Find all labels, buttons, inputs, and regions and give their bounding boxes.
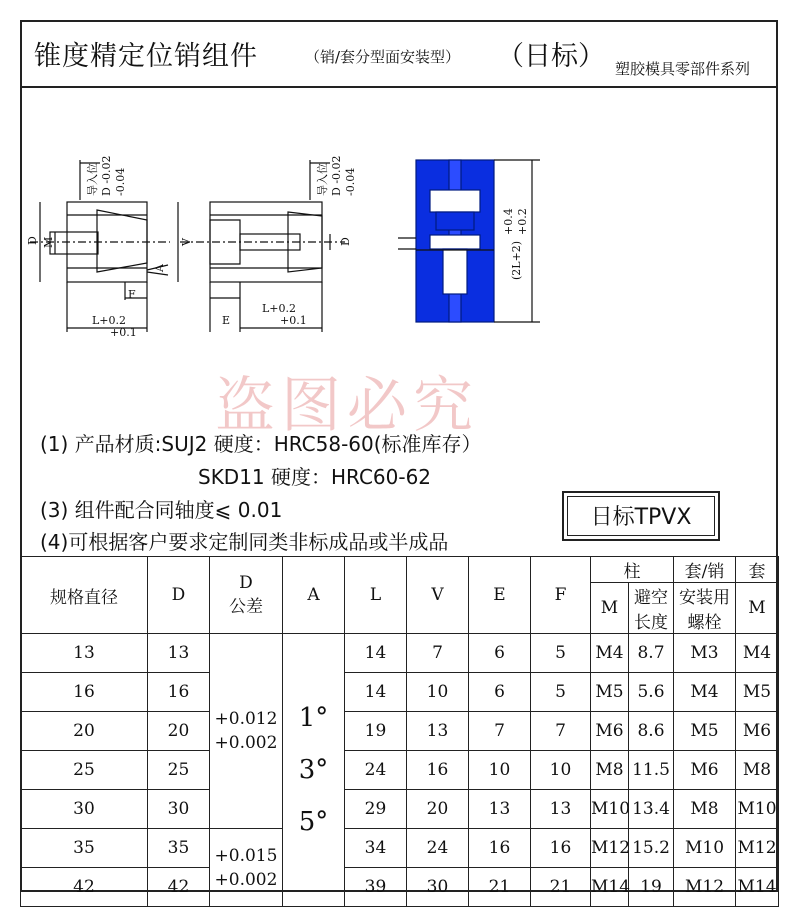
cell-spec: 25 [21, 751, 148, 790]
cell-spec: 42 [21, 868, 148, 907]
header-sleeve-m: M [736, 583, 779, 634]
cell-sleeve-m: M5 [736, 673, 779, 712]
cell-e: 21 [469, 868, 531, 907]
cell-bolt: M10 [674, 829, 736, 868]
cell-bolt: M6 [674, 751, 736, 790]
cell-sleeve-m: M10 [736, 790, 779, 829]
cell-v: 16 [407, 751, 469, 790]
table-row [21, 673, 779, 712]
cell-d: 25 [148, 751, 210, 790]
cell-bolt: M4 [674, 673, 736, 712]
cell-pillar-m: M6 [591, 712, 629, 751]
table-row [21, 634, 779, 673]
dim-a-label: A [153, 264, 166, 272]
twol-tol-lower: +0.2 [516, 208, 529, 235]
cell-l: 39 [345, 868, 407, 907]
table-row [21, 751, 779, 790]
cell-e: 6 [469, 634, 531, 673]
cell-f: 21 [531, 868, 591, 907]
guide-label-2: 导入位 [316, 163, 329, 196]
cell-spec: 35 [21, 829, 148, 868]
cell-pillar-m: M10 [591, 790, 629, 829]
d-tol-upper: D -0.02 [100, 155, 113, 196]
cell-e: 6 [469, 673, 531, 712]
cell-pillar-m: M8 [591, 751, 629, 790]
tol-lower: +0.002 [214, 733, 278, 753]
cell-l: 24 [345, 751, 407, 790]
dim-l2-tol-lower: +0.1 [280, 314, 307, 327]
header-pillar: 柱 [591, 557, 674, 583]
header-e: E [469, 557, 531, 634]
header-a: A [283, 557, 345, 634]
angle-3: 3° [298, 755, 329, 785]
cell-l: 34 [345, 829, 407, 868]
table-row [21, 868, 779, 907]
cell-d: 16 [148, 673, 210, 712]
cell-angles [283, 634, 345, 907]
tol-upper: +0.012 [214, 709, 278, 729]
header-sleeve-pin: 套/销 [674, 557, 736, 583]
d-tol-lower: -0.04 [114, 167, 127, 196]
cell-d: 35 [148, 829, 210, 868]
cell-bolt: M8 [674, 790, 736, 829]
cell-pillar-m: M4 [591, 634, 629, 673]
note-material-alt: SKD11 硬度：HRC60-62 [198, 465, 432, 489]
guide-label: 导入位 [86, 163, 99, 196]
cell-pillar-m: M5 [591, 673, 629, 712]
twol-tol-upper: +0.4 [502, 208, 515, 235]
cell-bolt: M3 [674, 634, 736, 673]
cell-pillar-m: M14 [591, 868, 629, 907]
table-row [21, 829, 779, 868]
angle-5: 5° [298, 807, 329, 837]
cell-clear: 8.6 [629, 712, 674, 751]
header-sleeve: 套 [736, 557, 779, 583]
cell-tol-group-1 [210, 634, 283, 829]
d-tol-upper-2: D -0.02 [330, 155, 343, 196]
table-row [21, 790, 779, 829]
cell-clear: 19 [629, 868, 674, 907]
note-coaxiality: (3) 组件配合同轴度⩽ 0.01 [40, 498, 283, 522]
cell-e: 10 [469, 751, 531, 790]
cell-d: 42 [148, 868, 210, 907]
cell-e: 16 [469, 829, 531, 868]
cell-sleeve-m: M6 [736, 712, 779, 751]
cell-sleeve-m: M8 [736, 751, 779, 790]
note-material: (1) 产品材质:SUJ2 硬度：HRC58-60(标准库存） [40, 432, 482, 456]
dim-v-label: V [180, 238, 193, 246]
dim-d2-label: D [339, 237, 352, 246]
cell-d: 20 [148, 712, 210, 751]
cell-clear: 13.4 [629, 790, 674, 829]
cell-v: 13 [407, 712, 469, 751]
d-tol-lower-2: -0.04 [344, 167, 357, 196]
header-f: F [531, 557, 591, 634]
cell-d: 30 [148, 790, 210, 829]
cell-l: 14 [345, 634, 407, 673]
note-custom: (4)可根据客户要求定制同类非标成品或半成品 [40, 530, 449, 554]
cell-v: 24 [407, 829, 469, 868]
cell-v: 10 [407, 673, 469, 712]
spec-table [20, 556, 779, 907]
cell-f: 7 [531, 712, 591, 751]
tol-lower: +0.002 [214, 869, 278, 890]
header-pillar-m: M [591, 583, 629, 634]
cell-f: 16 [531, 829, 591, 868]
table-row [21, 712, 779, 751]
cell-f: 10 [531, 751, 591, 790]
dim-l-tol-lower: +0.1 [110, 326, 137, 339]
dim-l-tol-upper: L+0.2 [92, 314, 127, 327]
page-subtitle: （销/套分型面安装型） [305, 48, 461, 66]
cell-l: 29 [345, 790, 407, 829]
dim-m-label: M [42, 236, 55, 248]
page-title: 锥度精定位销组件 [34, 41, 258, 72]
product-code: 日标TPVX [567, 496, 715, 536]
cell-sleeve-m: M12 [736, 829, 779, 868]
cell-spec: 30 [21, 790, 148, 829]
header-pin-bolt: 安装用螺栓 [674, 583, 736, 634]
header-pillar-clear: 避空长度 [629, 583, 674, 634]
watermark: 盗图必究 [215, 371, 479, 441]
dim-f-label: F [128, 288, 136, 301]
series-label: 塑胶模具零部件系列 [615, 60, 751, 78]
cell-bolt: M12 [674, 868, 736, 907]
dim-e-label: E [222, 314, 231, 327]
cell-f: 5 [531, 673, 591, 712]
cell-f: 5 [531, 634, 591, 673]
cell-clear: 5.6 [629, 673, 674, 712]
dim-d-label: D [26, 236, 39, 245]
header-d-tol [210, 557, 283, 634]
standard-label: （日标） [497, 41, 605, 72]
cell-clear: 11.5 [629, 751, 674, 790]
header-d-tol-top: D [239, 573, 253, 593]
cell-spec: 13 [21, 634, 148, 673]
header-d: D [148, 557, 210, 634]
tol-upper: +0.015 [214, 845, 278, 866]
angle-1: 1° [298, 703, 329, 733]
cell-v: 30 [407, 868, 469, 907]
cell-v: 7 [407, 634, 469, 673]
cell-e: 7 [469, 712, 531, 751]
cell-pillar-m: M12 [591, 829, 629, 868]
product-code-badge [562, 491, 720, 541]
twol-label: (2L+2) [510, 240, 523, 280]
dim-l2-tol-upper: L+0.2 [262, 302, 297, 315]
header-l: L [345, 557, 407, 634]
cell-d: 13 [148, 634, 210, 673]
cell-spec: 16 [21, 673, 148, 712]
cell-f: 13 [531, 790, 591, 829]
cell-e: 13 [469, 790, 531, 829]
header-spec: 规格直径 [21, 557, 148, 634]
header-v: V [407, 557, 469, 634]
cell-bolt: M5 [674, 712, 736, 751]
cell-sleeve-m: M4 [736, 634, 779, 673]
cell-spec: 20 [21, 712, 148, 751]
cell-clear: 15.2 [629, 829, 674, 868]
header-d-tol-bottom: 公差 [229, 597, 263, 617]
cell-l: 19 [345, 712, 407, 751]
cell-sleeve-m: M14 [736, 868, 779, 907]
cell-clear: 8.7 [629, 634, 674, 673]
cell-l: 14 [345, 673, 407, 712]
cell-v: 20 [407, 790, 469, 829]
cell-tol-group-2 [210, 829, 283, 907]
